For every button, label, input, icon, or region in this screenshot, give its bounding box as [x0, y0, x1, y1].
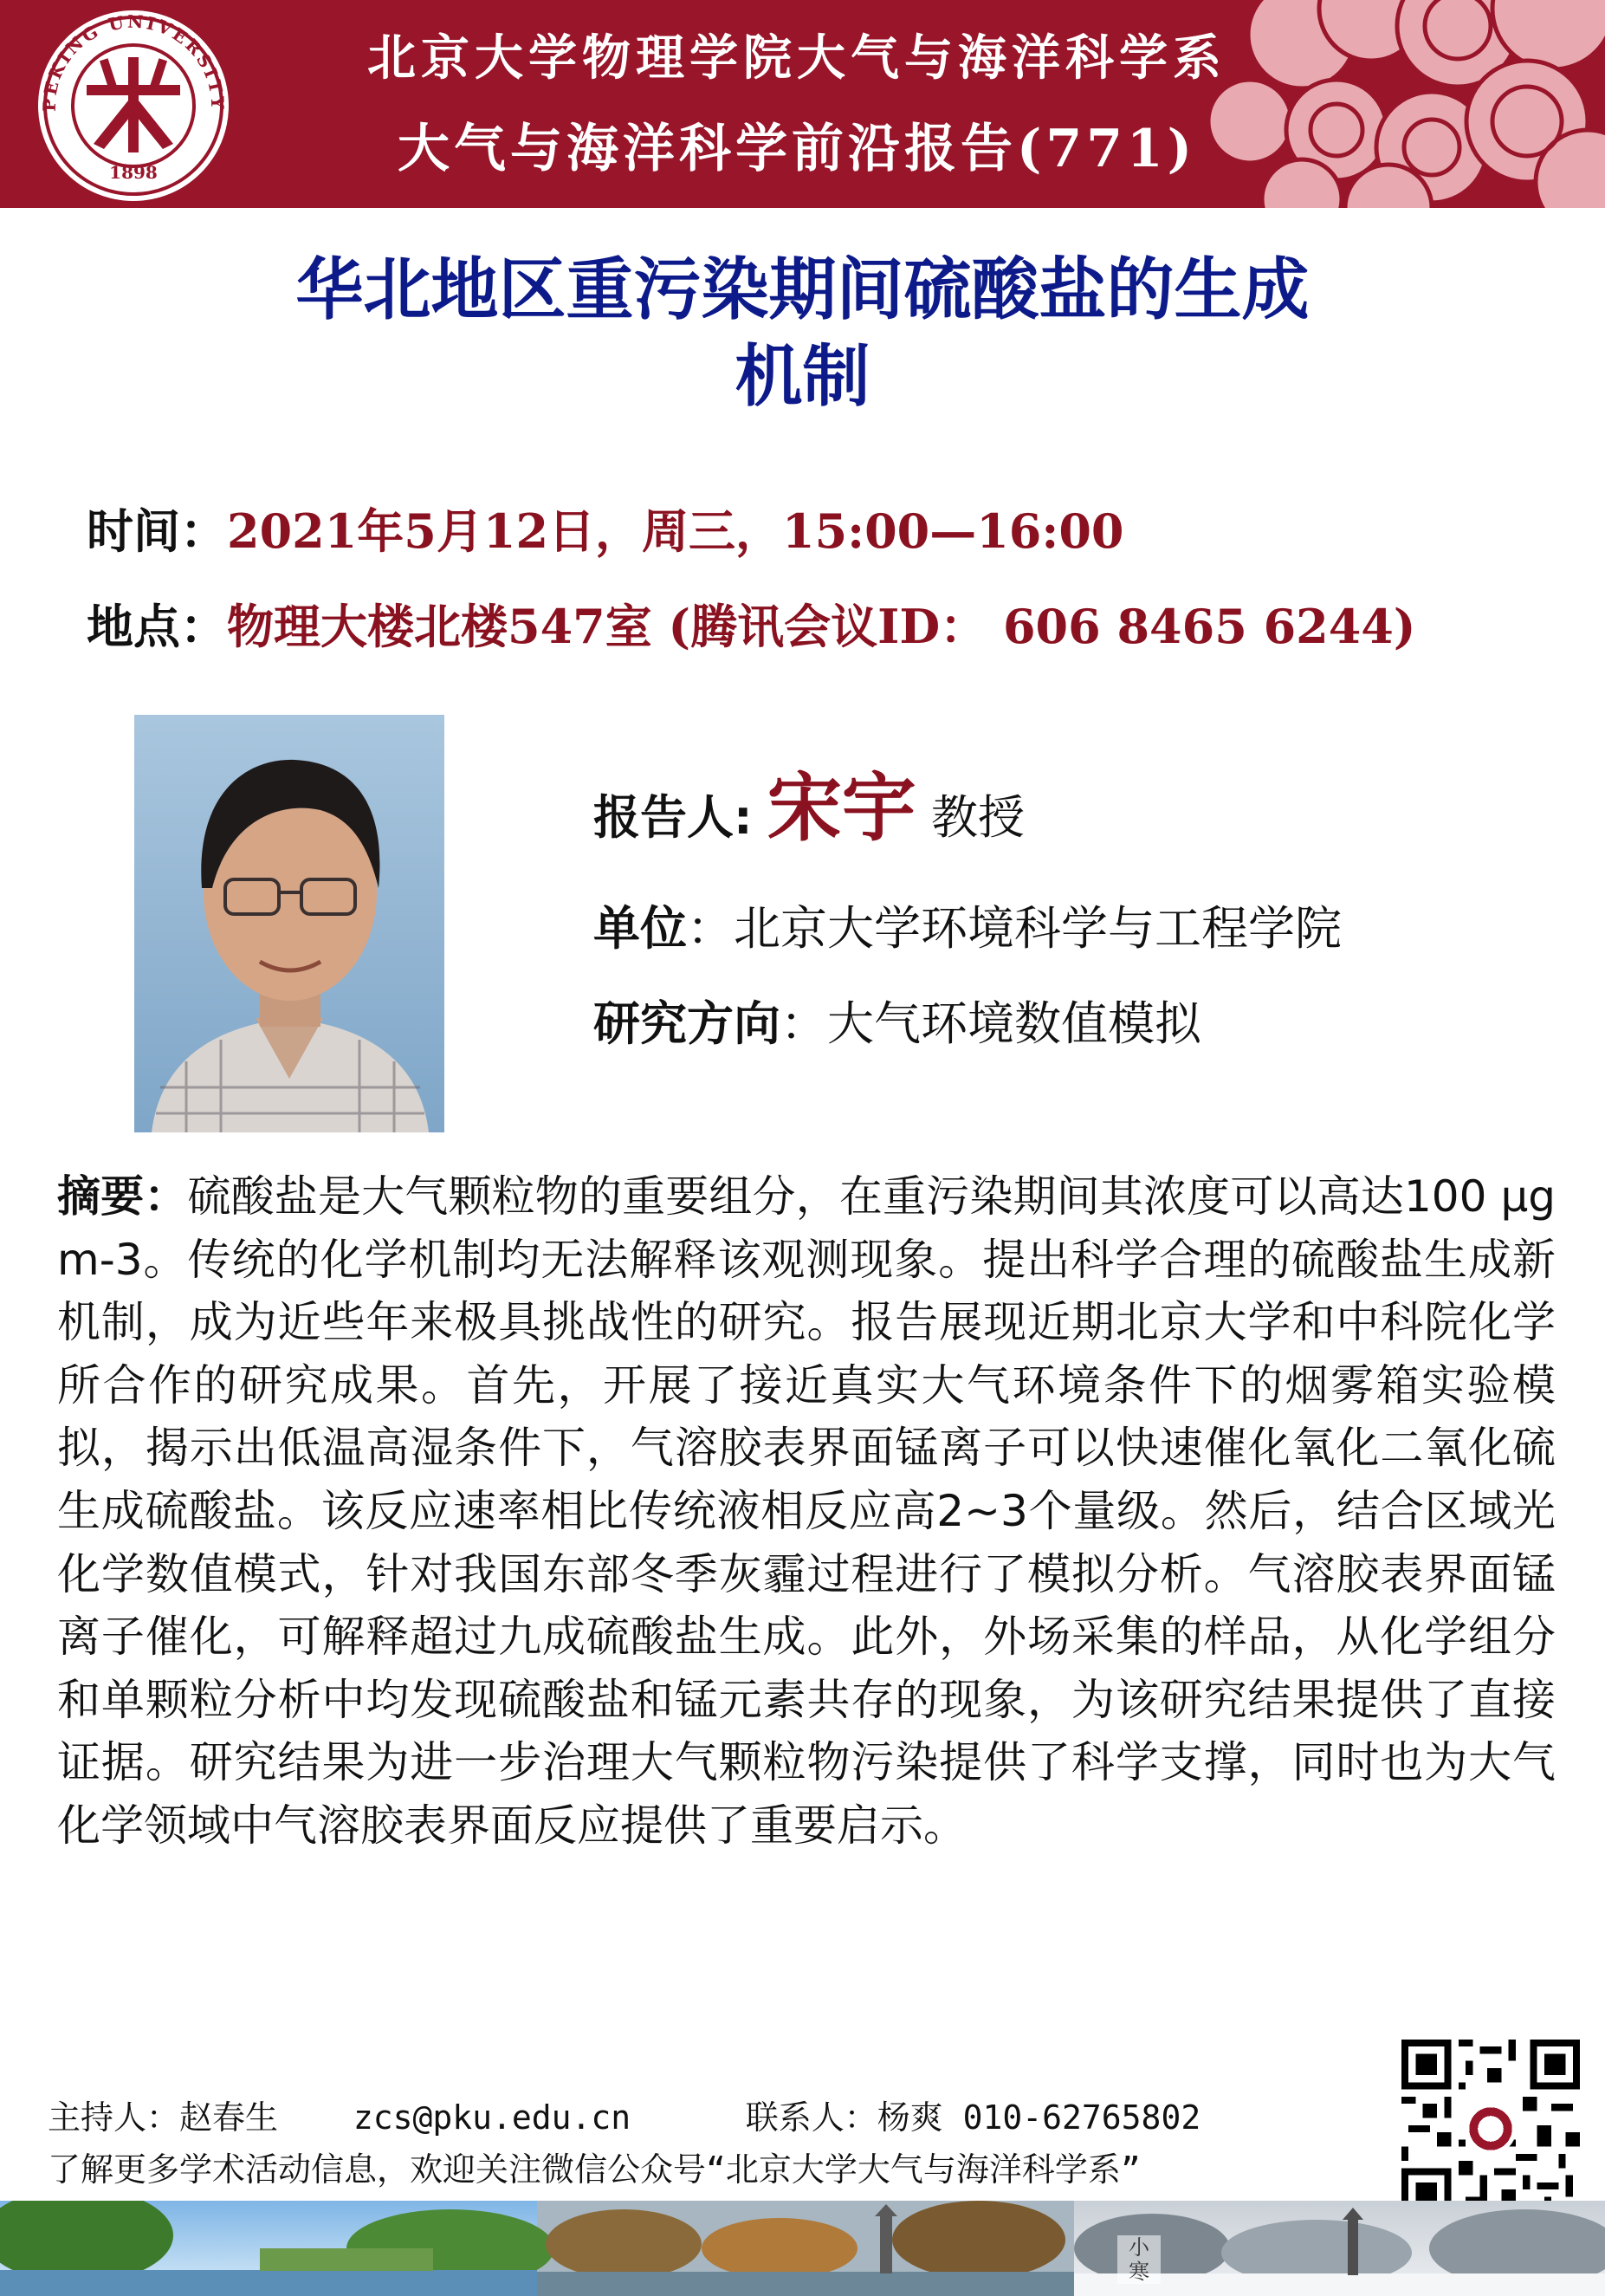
place-label: 地点： [87, 600, 227, 654]
lecture-series-title: 大气与海洋科学前沿报告(771) [397, 119, 1197, 179]
speaker-title: 教授 [930, 790, 1025, 845]
talk-title-line-1: 华北地区重污染期间硫酸盐的生成 [295, 251, 1310, 329]
time-label: 时间： [87, 504, 227, 559]
place-value: 物理大楼北楼547室 (腾讯会议ID： 606 8465 6244) [227, 599, 1416, 654]
time-row [87, 501, 1559, 562]
unit-label: 单位 [593, 901, 687, 956]
time-value: 2021年5月12日，周三，15:00—16:00 [227, 503, 1124, 559]
wechat-qr-code [1401, 2040, 1580, 2218]
department-name: 北京大学物理学院大气与海洋科学系 [367, 29, 1226, 87]
talk-title [52, 247, 1553, 420]
follow-notice: 了解更多学术活动信息，欢迎关注微信公众号“北京大学大气与海洋科学系” [48, 2150, 1141, 2189]
header-banner [0, 0, 1605, 208]
host-info: 主持人：赵春生 [48, 2098, 279, 2137]
speaker-name: 宋宇 [767, 765, 916, 852]
svg-text:1898: 1898 [109, 162, 158, 183]
unit-value: ：北京大学环境科学与工程学院 [687, 901, 1342, 956]
research-field-row [593, 989, 1563, 1059]
speaker-photo [134, 715, 444, 1132]
host-email: zcs@pku.edu.cn [353, 2098, 631, 2137]
research-field-value: ：大气环境数值模拟 [780, 996, 1201, 1051]
abstract [57, 1165, 1556, 1858]
abstract-text: 硫酸盐是大气颗粒物的重要组分，在重污染期间其浓度可以高达100 μg m-3。传统的化学机制均无法解释该观测现象。提出科学合理的硫酸盐生成新机制，成为近些年来极具挑战性的研究。报告展现近期北京大学和中科院化学所合作的研究成果。首先，开展了接近真实大气环境条件下的烟雾箱实验模拟，揭示出低温高湿条件下，气溶胶表界面锰离子可以快速催化氧化二氧化硫生成硫酸盐。该反应速率相比传统液相反应高2~3个量级。然后，结合区域光化学数值模式，针对我国东部冬季灰霾过程进行了模拟分析。气溶胶表界面锰离子催化，可解释超过九成硫酸盐生成。此外，外场采集的样品，从化学组分和单颗粒分析中均发现硫酸盐和锰元素共存的现象，为该研究结果提供了直接证据。研究结果为进一步治理大气颗粒物污染提供了科学支撑，同时也为大气化学领域中气溶胶表界面反应提供了重要启示。 [57, 1171, 1556, 1851]
research-field-label: 研究方向 [593, 996, 780, 1051]
speaker-row [593, 765, 1563, 853]
talk-title-line-2: 机制 [735, 338, 870, 416]
svg-text:PEKING UNIVERSITY: PEKING UNIVERSITY [38, 10, 229, 112]
unit-row [593, 894, 1563, 963]
speaker-label: 报告人: [593, 790, 753, 845]
place-row [87, 596, 1559, 658]
campus-scenery-strip [0, 2201, 1605, 2296]
abstract-label: 摘要： [57, 1171, 188, 1222]
footer-contacts [48, 2097, 1347, 2138]
seal-stamp: 小 寒 [1117, 2235, 1161, 2284]
contact-info: 联系人：杨爽 010-62765802 [745, 2098, 1201, 2137]
peking-university-logo [33, 5, 234, 206]
